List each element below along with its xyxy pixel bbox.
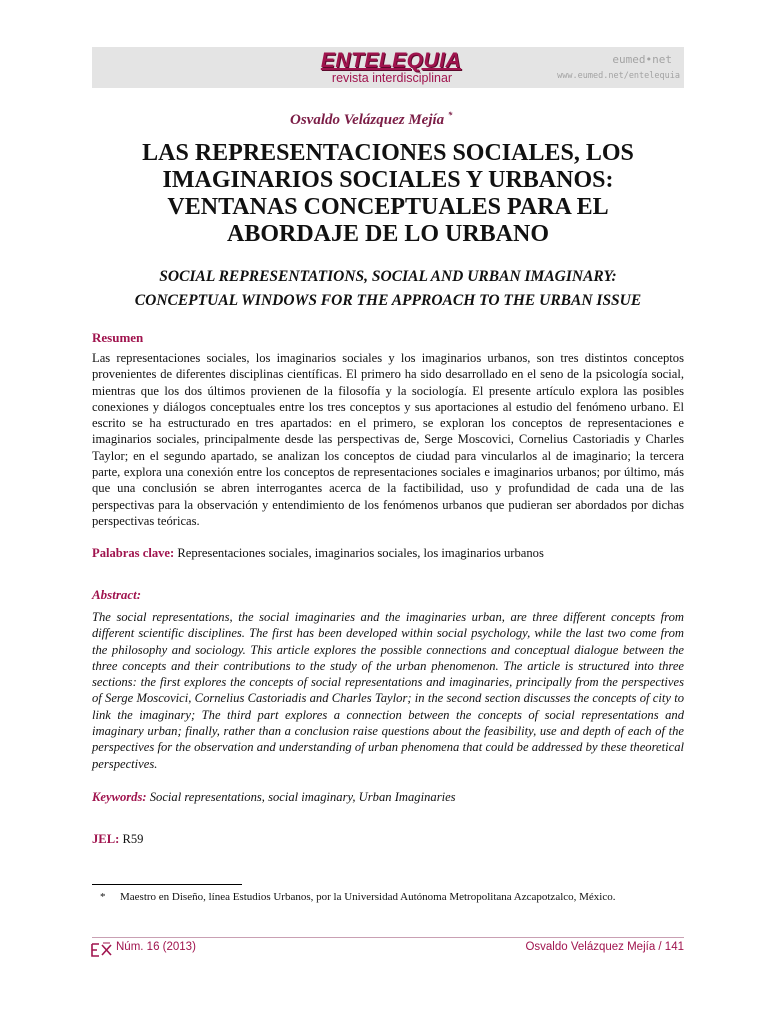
paper-title (92, 140, 684, 248)
keywords (92, 790, 684, 805)
title-line: LAS REPRESENTACIONES SOCIALES, LOS (142, 140, 634, 166)
palabras-clave-label: Palabras clave: (92, 546, 175, 560)
author-name-text: Osvaldo Velázquez Mejía (290, 112, 445, 128)
subtitle-line: CONCEPTUAL WINDOWS FOR THE APPROACH TO THE URBAN ISSUE (134, 292, 642, 309)
abstract-text: The social representations, the social imaginaries and the imaginaries urban, are three different concepts from different scientific disciplines. The first has been developed within social psychology, while the last two come from the philosophy and sociology. This article explores the possible connections and conceptual dialogue between the three concepts and their contributions to the study of the urban phenomenon. The article is structured into three sections: the first explores the concepts of social representations and imaginaries, principally from the perspectives of Serge Moscovici, Cornelius Castoriadis and Charles Taylor; in the second section discusses the concepts of city to link the imaginary; The third part explores a connection between the concepts of social representations and imaginary urban; finally, rather than a conclusion raise questions about the feasibility, use and depth of each of the perspectives for the observation and understanding of urban phenomena that could be addressed by these theoretical perspectives. (92, 610, 684, 771)
paper-subtitle-english (80, 265, 696, 313)
resumen-text: Las representaciones sociales, los imaginarios sociales y los imaginarios urbanos, son tres distintos conceptos provenientes de diferentes disciplinas científicas. El primero ha sido desarrollado en el seno de la psicología social, mientras que los dos últimos provienen de la filosofía y la sociología. El presente artículo explora las posibles conexiones y diálogos conceptuales entre los tres conceptos y sus aportaciones al estudio del fenómeno urbano. El escrito se ha estructurado en tres apartados: en el primero, se exploran los conceptos de representaciones e imaginarios sociales, principalmente desde las perspectivas de, Serge Moscovici, Cornelius Castoriadis y Charles Taylor; en el segundo apartado, se analizan los conceptos de ciudad para vincularlos al de imaginario; la tercera parte, explora una conexión entre los conceptos de representaciones sociales e imaginarios urbanos; por último, más que una conclusión se abren interrogantes acerca de la factibilidad, uso y profundidad de cada una de las perspectivas para la observación y entendimiento de los fenómenos urbanos que pudieran ser abordados por dichas perspectivas teóricas. (92, 351, 684, 528)
publisher-name: eumed•net (612, 53, 672, 66)
author-name (290, 110, 452, 129)
subtitle-line: SOCIAL REPRESENTATIONS, SOCIAL AND URBAN IMAGINARY: (159, 268, 617, 285)
author-footnote-mark: * (447, 110, 453, 120)
journal-logo-icon (90, 942, 114, 958)
resumen-heading: Resumen (92, 330, 144, 345)
palabras-clave-value: Representaciones sociales, imaginarios sociales, los imaginarios urbanos (177, 546, 544, 560)
palabras-clave (92, 546, 684, 561)
keywords-label: Keywords: (92, 790, 147, 804)
footer-issue: Núm. 16 (2013) (116, 941, 196, 953)
title-line: VENTANAS CONCEPTUALES PARA EL (167, 194, 609, 220)
jel-value: R59 (122, 832, 144, 846)
title-line: IMAGINARIOS SOCIALES Y URBANOS: (162, 167, 614, 193)
journal-name: ENTELEQUIA (320, 49, 462, 72)
title-line: ABORDAJE DE LO URBANO (226, 221, 550, 247)
abstract-heading: Abstract: (92, 587, 142, 602)
footnote-mark: * (100, 891, 106, 903)
journal-subtitle: revista interdisciplinar (331, 71, 453, 85)
footnote-text: Maestro en Diseño, línea Estudios Urbanos, por la Universidad Autónoma Metropolitana Azcapotzalco, México. (120, 891, 616, 903)
footnote-divider (92, 884, 242, 885)
keywords-value: Social representations, social imaginary, Urban Imaginaries (149, 790, 456, 804)
jel-label: JEL: (92, 832, 120, 846)
footer-running-head: Osvaldo Velázquez Mejía / 141 (525, 941, 684, 953)
publisher-url[interactable]: www.eumed.net/entelequia (557, 71, 680, 81)
jel-code (92, 832, 143, 847)
footer-divider (92, 937, 684, 938)
